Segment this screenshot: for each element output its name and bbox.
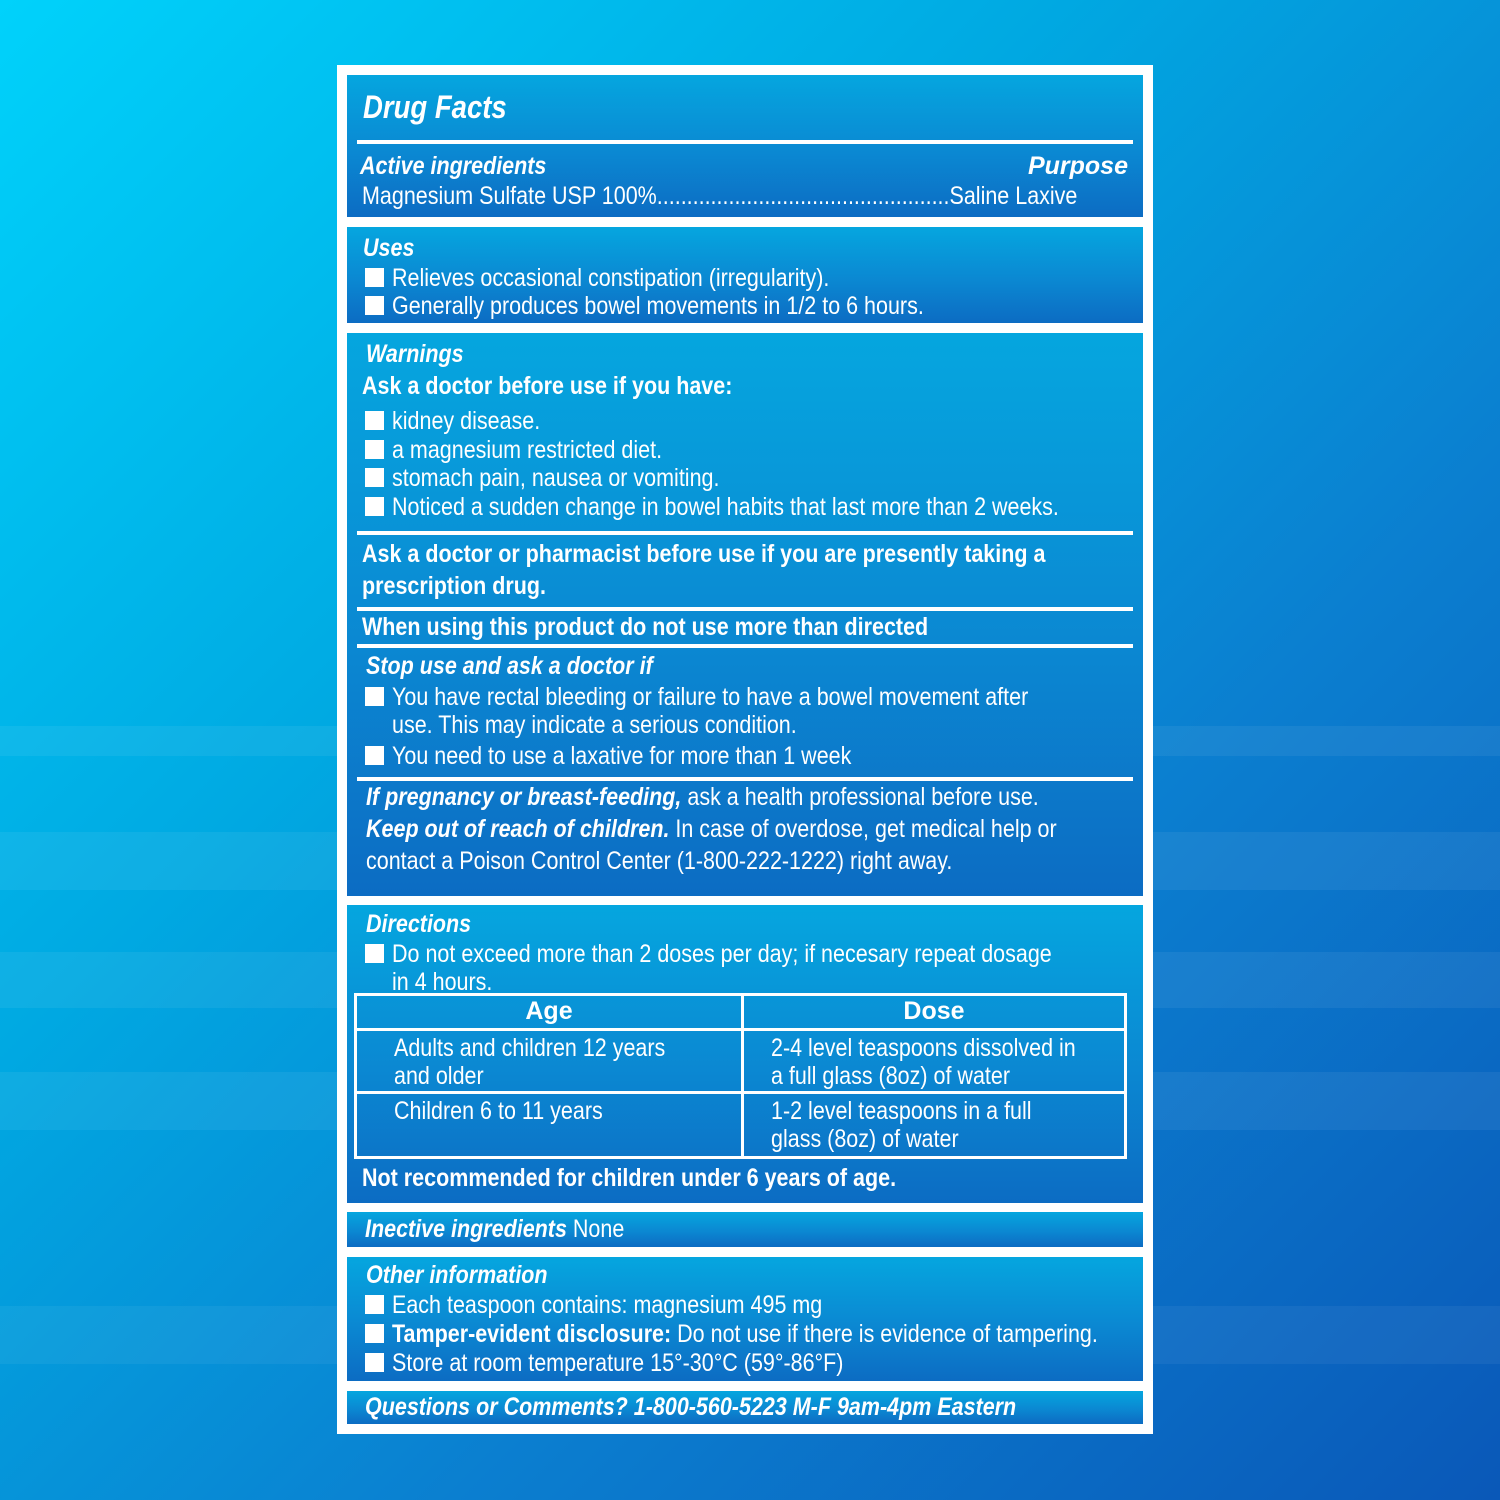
table-header-age: Age bbox=[525, 997, 573, 1025]
list-item-text: Relieves occasional constipation (irregularity). bbox=[392, 264, 830, 292]
checkbox-square-icon bbox=[365, 944, 384, 963]
list-item-text: Do not exceed more than 2 doses per day; if necesary repeat dosage bbox=[392, 940, 1052, 968]
inactive-panel bbox=[347, 1212, 1143, 1247]
pregnancy-text: ask a health professional before use. bbox=[681, 783, 1039, 811]
checkbox-square-icon bbox=[365, 497, 384, 516]
tamper-text: Do not use if there is evidence of tampering. bbox=[671, 1320, 1098, 1348]
warnings-heading: Warnings bbox=[366, 340, 464, 368]
ask-doctor-heading: Ask a doctor before use if you have: bbox=[362, 372, 733, 400]
other-info-panel bbox=[347, 1257, 1143, 1381]
title-active-panel bbox=[347, 75, 1143, 217]
keep-out-bold: Keep out of reach of children. bbox=[366, 815, 670, 843]
list-item-text: stomach pain, nausea or vomiting. bbox=[392, 464, 720, 492]
checkbox-square-icon bbox=[365, 440, 384, 459]
checkbox-square-icon bbox=[365, 1324, 384, 1343]
inactive-line bbox=[365, 1215, 624, 1244]
list-item-text: kidney disease. bbox=[392, 407, 541, 435]
when-using-text: When using this product do not use more than directed bbox=[362, 613, 929, 641]
list-item-text: a magnesium restricted diet. bbox=[392, 436, 663, 464]
list-item-text: Store at room temperature 15°-30°C (59°-86°F) bbox=[392, 1349, 844, 1377]
checkbox-square-icon bbox=[365, 746, 384, 765]
table-cell-age: Children 6 to 11 years bbox=[394, 1097, 603, 1125]
ask-pharmacist-line2: prescription drug. bbox=[362, 572, 546, 600]
keep-out-line2: contact a Poison Control Center (1-800-222-1222) right away. bbox=[366, 847, 953, 875]
keep-out-line bbox=[366, 815, 1057, 844]
uses-panel bbox=[347, 227, 1143, 323]
table-cell-age: Adults and children 12 years bbox=[394, 1034, 666, 1062]
table-cell-dose: glass (8oz) of water bbox=[771, 1125, 959, 1153]
tamper-bold: Tamper-evident disclosure: bbox=[392, 1320, 672, 1348]
checkbox-square-icon bbox=[365, 687, 384, 706]
stop-use-heading: Stop use and ask a doctor if bbox=[366, 652, 653, 680]
list-item-text: in 4 hours. bbox=[392, 968, 493, 996]
uses-heading: Uses bbox=[363, 234, 415, 262]
divider bbox=[357, 140, 1133, 144]
checkbox-square-icon bbox=[365, 268, 384, 287]
drug-facts-label bbox=[337, 65, 1153, 1434]
table-divider bbox=[357, 1028, 1124, 1031]
divider bbox=[357, 531, 1133, 535]
questions-panel bbox=[347, 1391, 1143, 1424]
not-recommended-text: Not recommended for children under 6 years of age. bbox=[362, 1164, 897, 1192]
checkbox-square-icon bbox=[365, 468, 384, 487]
page-title: Drug Facts bbox=[363, 89, 507, 125]
other-info-heading: Other information bbox=[366, 1261, 548, 1289]
keep-out-text: In case of overdose, get medical help or bbox=[669, 815, 1057, 843]
directions-panel bbox=[347, 905, 1143, 1203]
table-cell-dose: 1-2 level teaspoons in a full bbox=[771, 1097, 1032, 1125]
list-item-text bbox=[392, 1320, 1098, 1348]
inactive-value: None bbox=[566, 1215, 625, 1243]
checkbox-square-icon bbox=[365, 1353, 384, 1372]
checkbox-square-icon bbox=[365, 411, 384, 430]
table-cell-dose: 2-4 level teaspoons dissolved in bbox=[771, 1034, 1076, 1062]
warnings-panel bbox=[347, 333, 1143, 896]
pregnancy-line bbox=[366, 783, 1039, 812]
directions-heading: Directions bbox=[366, 910, 472, 938]
list-item-text: Each teaspoon contains: magnesium 495 mg bbox=[392, 1291, 823, 1319]
purpose-heading: Purpose bbox=[1027, 152, 1128, 180]
table-cell-dose: a full glass (8oz) of water bbox=[771, 1062, 1010, 1090]
checkbox-square-icon bbox=[365, 296, 384, 315]
inactive-heading: Inective ingredients bbox=[365, 1215, 567, 1243]
table-cell-age: and older bbox=[394, 1062, 484, 1090]
list-item-text: use. This may indicate a serious condition. bbox=[392, 711, 797, 739]
checkbox-square-icon bbox=[365, 1295, 384, 1314]
pregnancy-bold: If pregnancy or breast-feeding, bbox=[366, 783, 682, 811]
drug-facts-inner bbox=[347, 75, 1143, 1424]
active-ingredient-line: Magnesium Sulfate USP 100%.................................................Saline Laxive bbox=[362, 182, 1078, 210]
divider bbox=[357, 607, 1133, 611]
table-header-dose: Dose bbox=[903, 997, 965, 1025]
dosage-table bbox=[354, 993, 1127, 1159]
list-item-text: You have rectal bleeding or failure to have a bowel movement after bbox=[392, 683, 1029, 711]
table-divider bbox=[357, 1091, 1124, 1094]
active-ingredients-heading: Active ingredients bbox=[360, 152, 547, 180]
list-item-text: Generally produces bowel movements in 1/2 to 6 hours. bbox=[392, 292, 924, 320]
divider bbox=[357, 777, 1133, 781]
ask-pharmacist-line1: Ask a doctor or pharmacist before use if you are presently taking a bbox=[362, 540, 1046, 568]
list-item-text: Noticed a sudden change in bowel habits that last more than 2 weeks. bbox=[392, 493, 1059, 521]
divider bbox=[357, 644, 1133, 648]
list-item-text: You need to use a laxative for more than 1 week bbox=[392, 742, 852, 770]
questions-text: Questions or Comments? 1-800-560-5223 M-F 9am-4pm Eastern bbox=[365, 1393, 1017, 1421]
